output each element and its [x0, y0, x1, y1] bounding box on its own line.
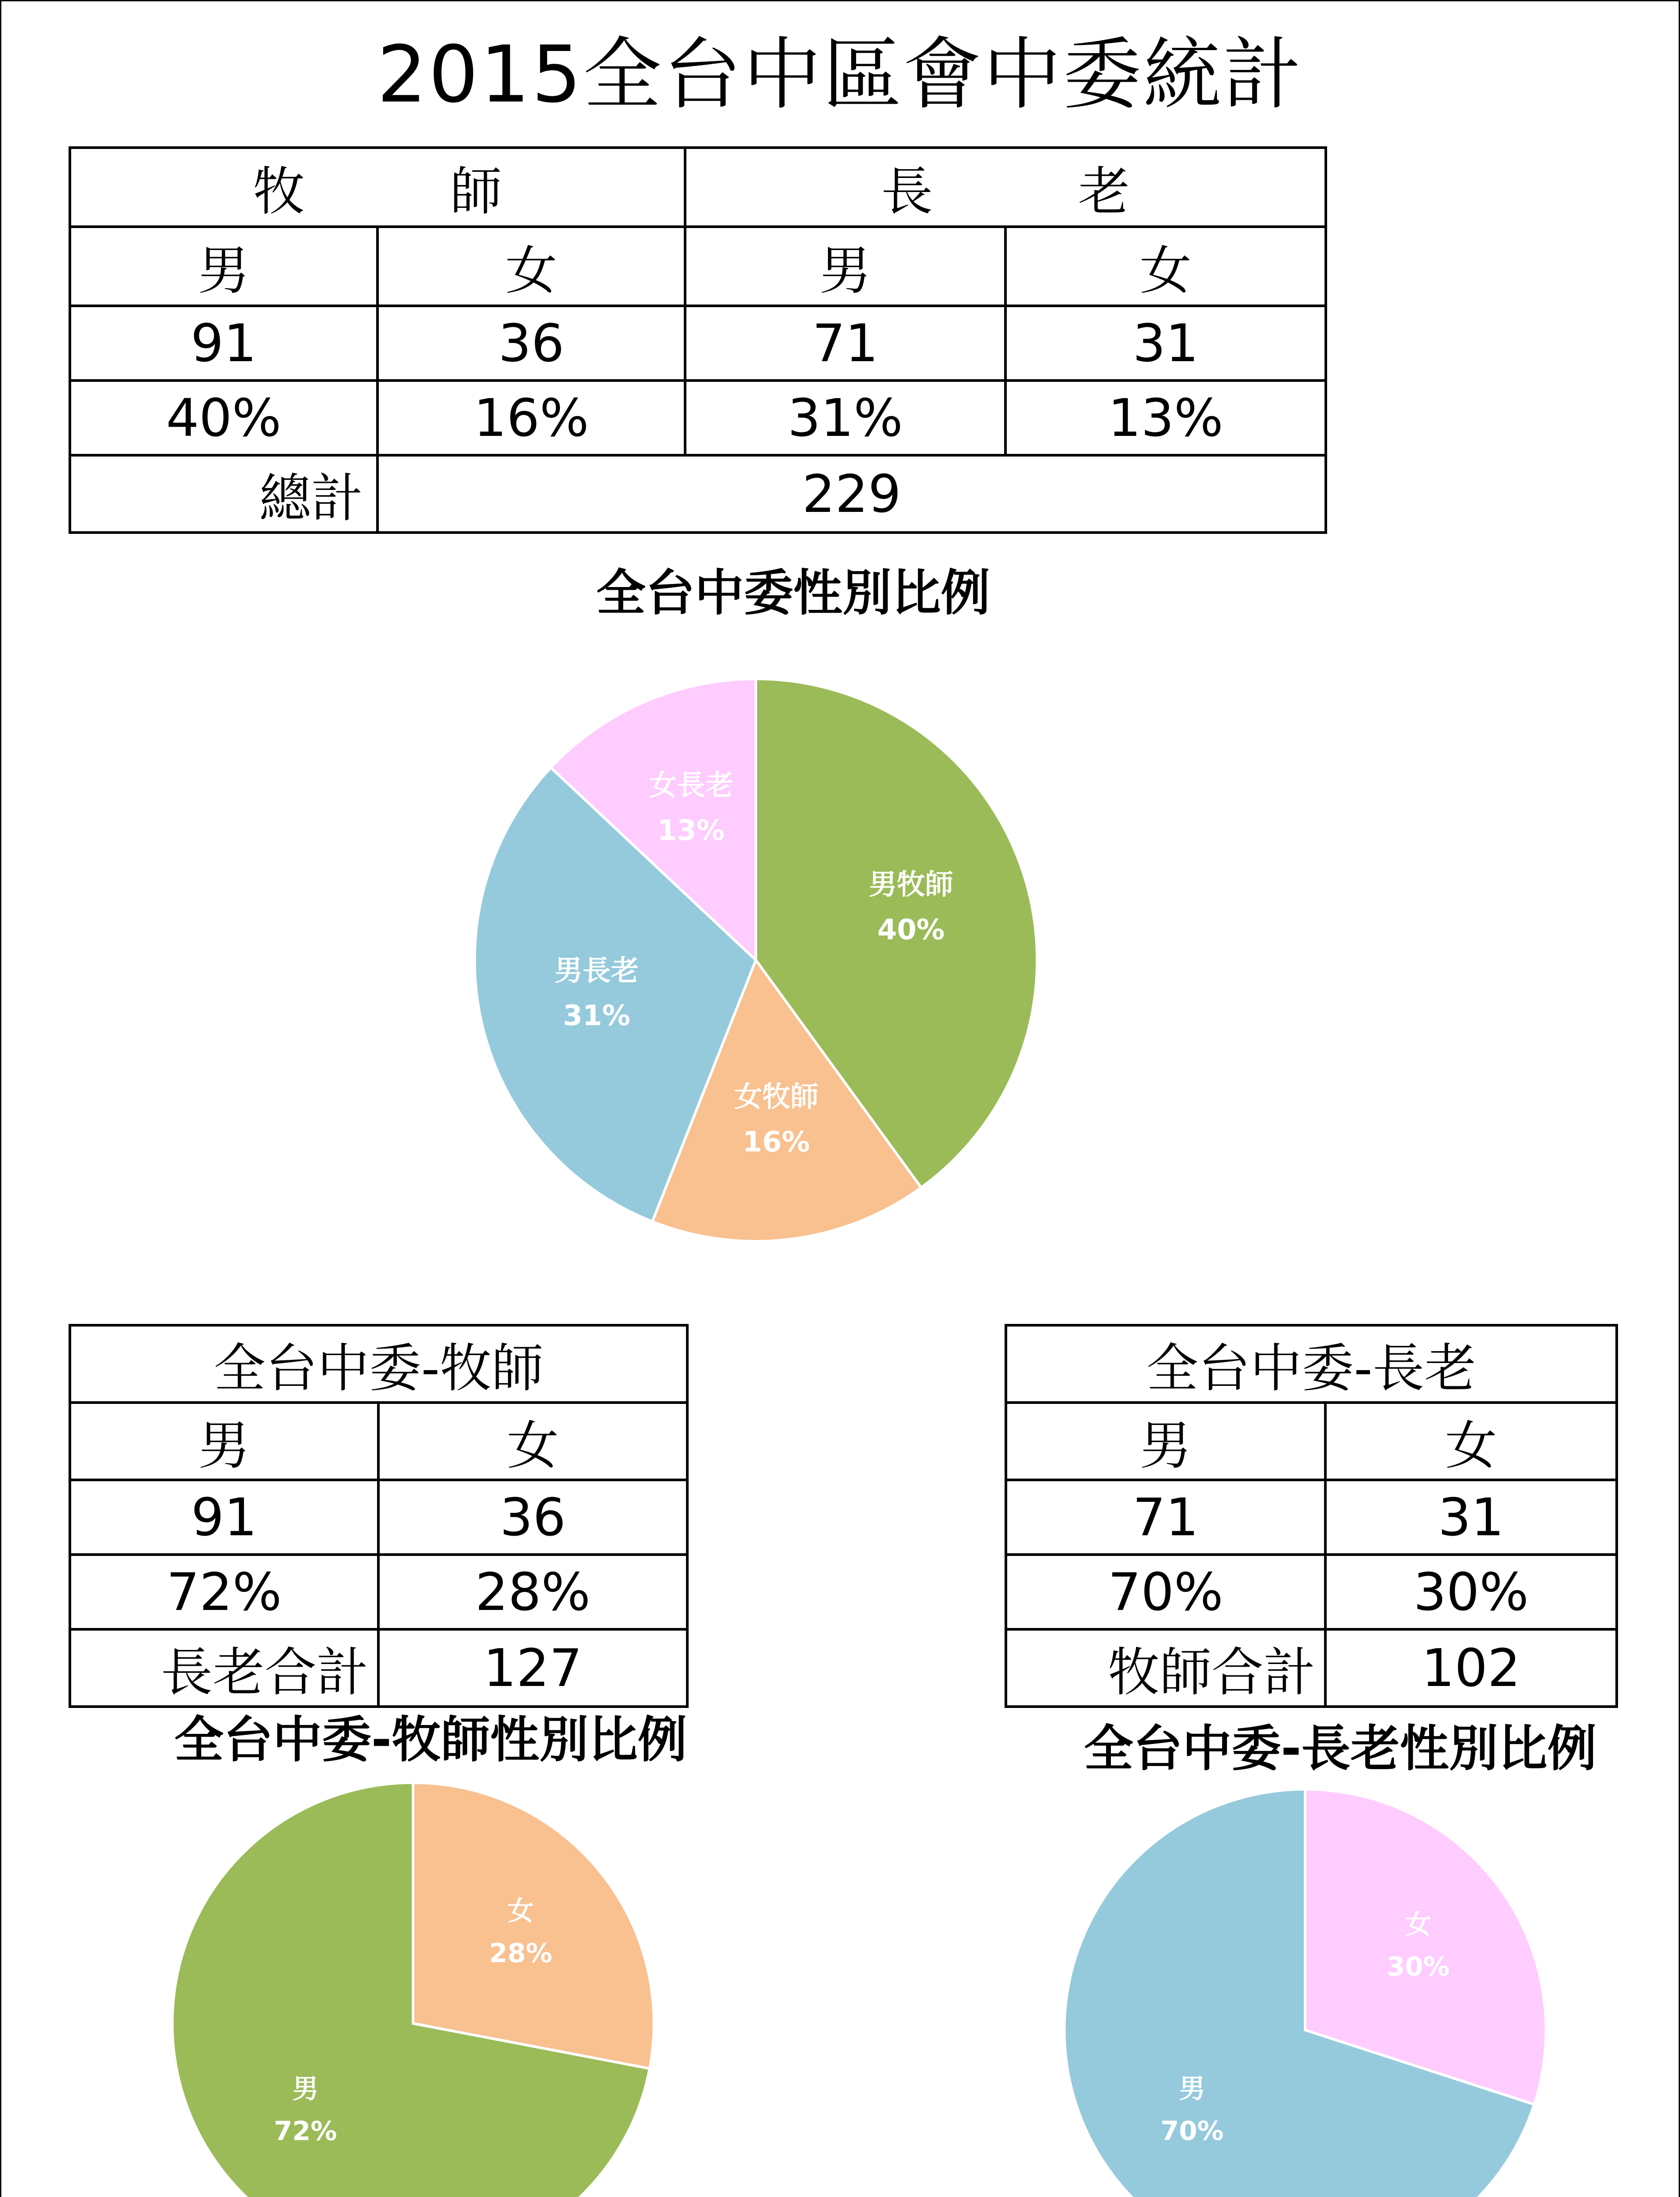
pie-slice-label: 女: [1405, 1909, 1432, 1940]
page-title: 2015全台中區會中委統計: [377, 29, 1303, 120]
pie-slice-label: 男: [292, 2074, 319, 2105]
elder-col-male: 男: [1006, 1403, 1325, 1480]
pie-slice-value-label: 31%: [563, 1000, 631, 1033]
elder-percent-male: 70%: [1006, 1555, 1325, 1629]
pie-slice-value-label: 28%: [489, 1938, 552, 1969]
pie-slice-value-label: 70%: [1161, 2115, 1224, 2146]
summary-table: [69, 146, 1327, 534]
pastor-col-female: 女: [378, 1403, 687, 1480]
pastor-percent-male: 72%: [70, 1555, 378, 1629]
col-header-pastor-female: 女: [377, 227, 685, 306]
pie-slice-value-label: 72%: [274, 2116, 337, 2147]
elder-count-male: 71: [1006, 1480, 1325, 1555]
pie-slice-label: 男牧師: [869, 869, 954, 902]
col-header-elder-female: 女: [1005, 227, 1326, 306]
pie-slice-label: 女: [507, 1896, 534, 1927]
pie-slice-label: 男長老: [554, 954, 639, 987]
total-value: 229: [377, 455, 1326, 533]
percent-elder-male: 31%: [685, 381, 1005, 455]
percent-pastor-male: 40%: [70, 381, 377, 455]
pie-slice-label: 男: [1179, 2073, 1205, 2104]
pie-chart-pastor: [167, 1777, 659, 2197]
elder-count-female: 31: [1325, 1480, 1617, 1555]
percent-elder-female: 13%: [1005, 381, 1326, 455]
elder-table-header: 全台中委-長老: [1006, 1325, 1617, 1403]
col-header-elder-male: 男: [685, 227, 1005, 306]
count-elder-female: 31: [1005, 306, 1326, 381]
elder-col-female: 女: [1325, 1403, 1617, 1480]
pie-slice-label: 女長老: [649, 769, 733, 802]
elder-percent-female: 30%: [1325, 1555, 1617, 1629]
pie-slice-label: 女牧師: [734, 1081, 819, 1114]
pastor-table: [69, 1324, 689, 1708]
elder-total-label: 牧師合計: [1006, 1629, 1325, 1707]
col-header-pastor-male: 男: [70, 227, 377, 306]
pastor-count-female: 36: [378, 1480, 687, 1555]
pie-slice-value-label: 30%: [1386, 1951, 1450, 1983]
pastor-percent-female: 28%: [378, 1555, 687, 1629]
chart-title-overall: 全台中委性別比例: [596, 565, 990, 622]
pie-slice-value-label: 13%: [657, 814, 725, 847]
count-pastor-female: 36: [377, 306, 685, 381]
pie-chart-elder: [1059, 1784, 1551, 2197]
group-header-elder: 長 老: [685, 148, 1326, 227]
pastor-total-label: 長老合計: [70, 1629, 378, 1707]
group-header-pastor: 牧 師: [70, 148, 685, 227]
pie-slice-value-label: 16%: [742, 1126, 810, 1159]
elder-table: [1005, 1324, 1618, 1708]
total-label: 總計: [70, 455, 377, 533]
elder-total-value: 102: [1325, 1629, 1617, 1707]
count-pastor-male: 91: [70, 306, 377, 381]
pastor-table-header: 全台中委-牧師: [70, 1325, 687, 1403]
chart-title-pastor: 全台中委-牧師性別比例: [174, 1711, 687, 1769]
pastor-count-male: 91: [70, 1480, 378, 1555]
pie-slice-value-label: 40%: [877, 914, 945, 946]
pie-chart-overall: [470, 674, 1041, 1246]
chart-title-elder: 全台中委-長老性別比例: [1084, 1720, 1597, 1777]
percent-pastor-female: 16%: [377, 381, 685, 455]
pastor-col-male: 男: [70, 1403, 378, 1480]
pastor-total-value: 127: [378, 1629, 687, 1707]
count-elder-male: 71: [685, 306, 1005, 381]
